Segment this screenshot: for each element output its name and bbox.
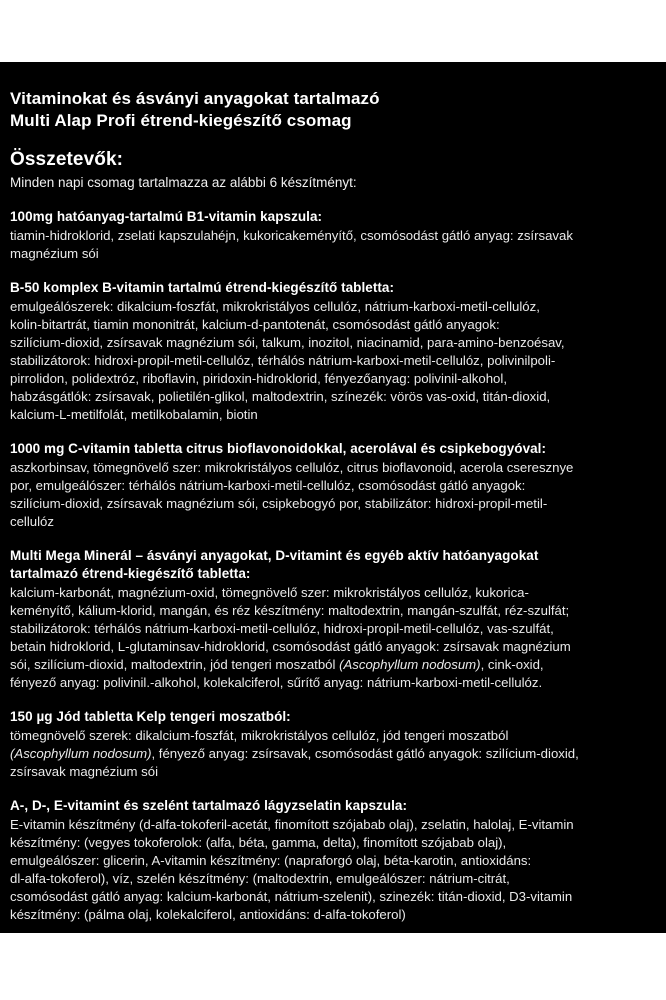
ingredient-section-heading xyxy=(10,279,650,297)
ingredient-line: készítmény: (pálma olaj, kolekalciferol, antioxidáns: d-alfa-tokoferol) xyxy=(10,907,406,922)
ingredient-section xyxy=(10,279,650,424)
ingredient-section-heading-line: B-50 komplex B-vitamin tartalmú étrend-kiegészítő tabletta: xyxy=(10,280,395,295)
ingredient-line: (Ascophyllum nodosum), fényező anyag: zsírsavak, csomósodást gátló anyagok: szilícium-dioxid, xyxy=(10,746,579,761)
ingredient-section-body xyxy=(10,227,650,263)
product-title-line-1: Vitaminokat és ásványi anyagokat tartalmazó xyxy=(10,89,380,108)
ingredient-line: cellulóz xyxy=(10,514,54,529)
ingredient-line: E-vitamin készítmény (d-alfa-tokoferil-acetát, finomított szójabab olaj), zselatin, halolaj, E-vitamin xyxy=(10,817,574,832)
ingredient-section-heading xyxy=(10,708,650,726)
ingredient-section-heading-line: 150 µg Jód tabletta Kelp tengeri moszatból: xyxy=(10,709,291,724)
supplement-label-panel xyxy=(0,62,666,933)
ingredient-line: dl-alfa-tokoferol), víz, szelén készítmény: (maltodextrin, emulgeálószer: nátrium-citrát, xyxy=(10,871,510,886)
ingredient-line: emulgeálószer: glicerin, A-vitamin készítmény: (napraforgó olaj, béta-karotin, antioxidáns: xyxy=(10,853,532,868)
ingredient-line: stabilizátorok: hidroxi-propil-metil-cellulóz, térhálós nátrium-karboxi-metil-cellulóz, polivinilpoli- xyxy=(10,353,556,368)
ingredient-line: zsírsavak magnézium sói xyxy=(10,764,159,779)
ingredient-line: tiamin-hidroklorid, zselati kapszulahéjn, kukoricakeményítő, csomósodást gátló anyag: zsírsavak xyxy=(10,228,573,243)
ingredient-line: keményítő, kálium-klorid, mangán, és réz készítmény: maltodextrin, mangán-szulfát, réz-szulfát; xyxy=(10,603,570,618)
ingredient-line: csomósodást gátló anyag: kalcium-karbonát, nátrium-szelenit), szinezék: titán-dioxid, D3-vitamin xyxy=(10,889,573,904)
ingredient-line: szilícium-dioxid, zsírsavak magnézium sói, csipkebogyó por, stabilizátor: hidroxi-propil-metil- xyxy=(10,496,548,511)
ingredient-line: tömegnövelő szerek: dikalcium-foszfát, mikrokristályos cellulóz, jód tengeri moszatból xyxy=(10,728,509,743)
ingredient-section-heading-line: Multi Mega Minerál – ásványi anyagokat, D-vitamint és egyéb aktív hatóanyagokat xyxy=(10,548,539,563)
intro-text: Minden napi csomag tartalmazza az alábbi 6 készítményt: xyxy=(10,175,357,190)
ingredient-section-body xyxy=(10,298,650,424)
ingredient-section xyxy=(10,208,650,263)
ingredient-section-body xyxy=(10,727,650,781)
ingredient-section-body xyxy=(10,584,650,692)
ingredients-heading: Összetevők: xyxy=(10,149,124,170)
ingredient-line: emulgeálószerek: dikalcium-foszfát, mikrokristályos cellulóz, nátrium-karboxi-metil-cellulóz, xyxy=(10,299,540,314)
ingredient-section-heading-line: A-, D-, E-vitamint és szelént tartalmazó lágyzselatin kapszula: xyxy=(10,798,408,813)
ingredient-section-heading-line: tartalmazó étrend-kiegészítő tabletta: xyxy=(10,566,251,581)
ingredient-section-heading xyxy=(10,547,650,583)
ingredient-section-heading xyxy=(10,797,650,815)
ingredient-line: szilícium-dioxid, zsírsavak magnézium sói, talkum, inozitol, niacinamid, para-amino-benzoésav, xyxy=(10,335,565,350)
ingredient-line: pirrolidon, polidextróz, riboflavin, piridoxin-hidroklorid, fényezőanyag: polivinil-alkohol, xyxy=(10,371,507,386)
ingredient-line: por, emulgeálószer: térhálós nátrium-karboxi-metil-cellulóz, csomósodást gátló anyagok: xyxy=(10,478,526,493)
ingredient-section xyxy=(10,708,650,781)
ingredient-line: habzásgátlók: zsírsavak, polietilén-glikol, maltodextrin, színezék: vörös vas-oxid, titán-dioxid, xyxy=(10,389,551,404)
ingredient-line: kalcium-L-metilfolát, metilkobalamin, biotin xyxy=(10,407,258,422)
ingredient-line: kalcium-karbonát, magnézium-oxid, tömegnövelő szer: mikrokristályos cellulóz, kukorica- xyxy=(10,585,529,600)
page-title xyxy=(10,88,650,132)
ingredient-line: stabilizátorok: térhálós nátrium-karboxi-metil-cellulóz, hidroxi-propil-metil-cellulóz, vas-szulfát, xyxy=(10,621,554,636)
ingredient-section-heading-line: 100mg hatóanyag-tartalmú B1-vitamin kapszula: xyxy=(10,209,323,224)
ingredient-section-heading-line: 1000 mg C-vitamin tabletta citrus bioflavonoidokkal, acerolával és csipkebogyóval: xyxy=(10,441,547,456)
ingredient-line: fényező anyag: polivinil.-alkohol, kolekalciferol, sűrítő anyag: nátrium-karboxi-metil-cellulóz. xyxy=(10,675,543,690)
ingredient-line: betain hidroklorid, L-glutaminsav-hidroklorid, csomósodást gátló anyagok: zsírsavak magnézium xyxy=(10,639,571,654)
product-title-line-2: Multi Alap Profi étrend-kiegészítő csomag xyxy=(10,111,352,130)
ingredient-section-body xyxy=(10,459,650,531)
ingredient-section-body xyxy=(10,816,650,924)
ingredient-section xyxy=(10,440,650,531)
ingredient-line: sói, szilícium-dioxid, maltodextrin, jód tengeri moszatból (Ascophyllum nodosum), cink-oxid, xyxy=(10,657,544,672)
ingredient-section-heading xyxy=(10,440,650,458)
ingredient-line: aszkorbinsav, tömegnövelő szer: mikrokristályos cellulóz, citrus bioflavonoid, acerola cseresznye xyxy=(10,460,574,475)
ingredient-section xyxy=(10,797,650,924)
latin-name: (Ascophyllum nodosum) xyxy=(10,746,152,761)
ingredient-line: készítmény: (vegyes tokoferolok: (alfa, béta, gamma, delta), finomított szójabab olaj), xyxy=(10,835,507,850)
ingredient-line: kolin-bitartrát, tiamin mononitrát, kalcium-d-pantotenát, csomósodást gátló anyagok: xyxy=(10,317,500,332)
ingredient-section-heading xyxy=(10,208,650,226)
ingredient-sections xyxy=(10,208,650,924)
ingredient-line: magnézium sói xyxy=(10,246,99,261)
latin-name: (Ascophyllum nodosum) xyxy=(339,657,481,672)
ingredient-section xyxy=(10,547,650,692)
